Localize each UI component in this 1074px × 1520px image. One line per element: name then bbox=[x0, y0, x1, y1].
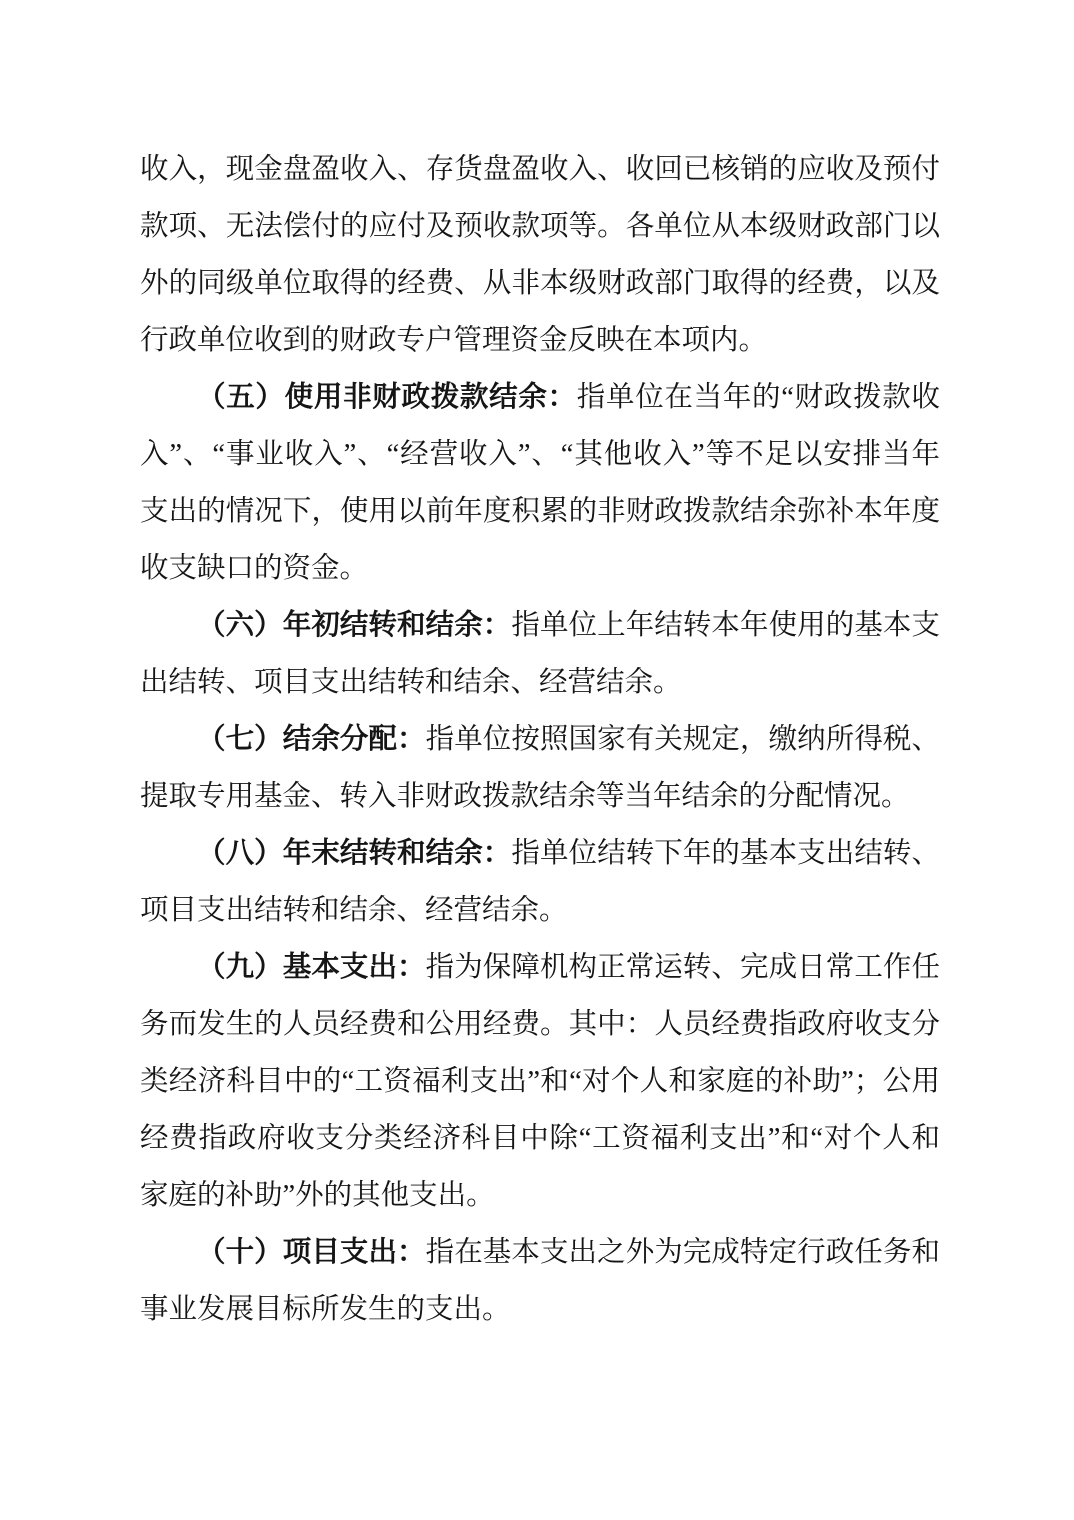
paragraph-text: 指单位在当年的“财政拨款收入”、“事业收入”、“经营收入”、“其他收入”等不足以安排当年支出的情况下，使用以前年度积累的非财政拨款结余弥补本年度收支缺口的资金。 bbox=[140, 382, 940, 584]
document-body bbox=[140, 141, 940, 1338]
section-label: （九）基本支出： bbox=[197, 952, 426, 983]
section-label: （十）项目支出： bbox=[197, 1237, 426, 1268]
paragraph-section-7 bbox=[140, 711, 940, 825]
paragraph-continuation bbox=[140, 141, 940, 369]
paragraph-text: 指单位按照国家有关规定，缴纳所得税、提取专用基金、转入非财政拨款结余等当年结余的分配情况。 bbox=[140, 724, 940, 812]
paragraph-text: 指在基本支出之外为完成特定行政任务和事业发展目标所发生的支出。 bbox=[140, 1237, 940, 1325]
paragraph-section-9 bbox=[140, 939, 940, 1224]
section-label: （八）年末结转和结余： bbox=[197, 838, 512, 869]
paragraph-section-10 bbox=[140, 1224, 940, 1338]
paragraph-text: 指单位上年结转本年使用的基本支出结转、项目支出结转和结余、经营结余。 bbox=[140, 610, 940, 698]
paragraph-section-5 bbox=[140, 369, 940, 597]
paragraph-section-6 bbox=[140, 597, 940, 711]
paragraph-text: 收入，现金盘盈收入、存货盘盈收入、收回已核销的应收及预付款项、无法偿付的应付及预收款项等。各单位从本级财政部门以外的同级单位取得的经费、从非本级财政部门取得的经费，以及行政单位收到的财政专户管理资金反映在本项内。 bbox=[140, 154, 940, 356]
paragraph-text: 指为保障机构正常运转、完成日常工作任务而发生的人员经费和公用经费。其中：人员经费指政府收支分类经济科目中的“工资福利支出”和“对个人和家庭的补助”；公用经费指政府收支分类经济科目中除“工资福利支出”和“对个人和家庭的补助”外的其他支出。 bbox=[140, 952, 940, 1211]
paragraph-text: 指单位结转下年的基本支出结转、项目支出结转和结余、经营结余。 bbox=[140, 838, 940, 926]
section-label: （六）年初结转和结余： bbox=[197, 610, 512, 641]
paragraph-section-8 bbox=[140, 825, 940, 939]
section-label: （七）结余分配： bbox=[197, 724, 426, 755]
section-label: （五）使用非财政拨款结余： bbox=[197, 382, 577, 413]
